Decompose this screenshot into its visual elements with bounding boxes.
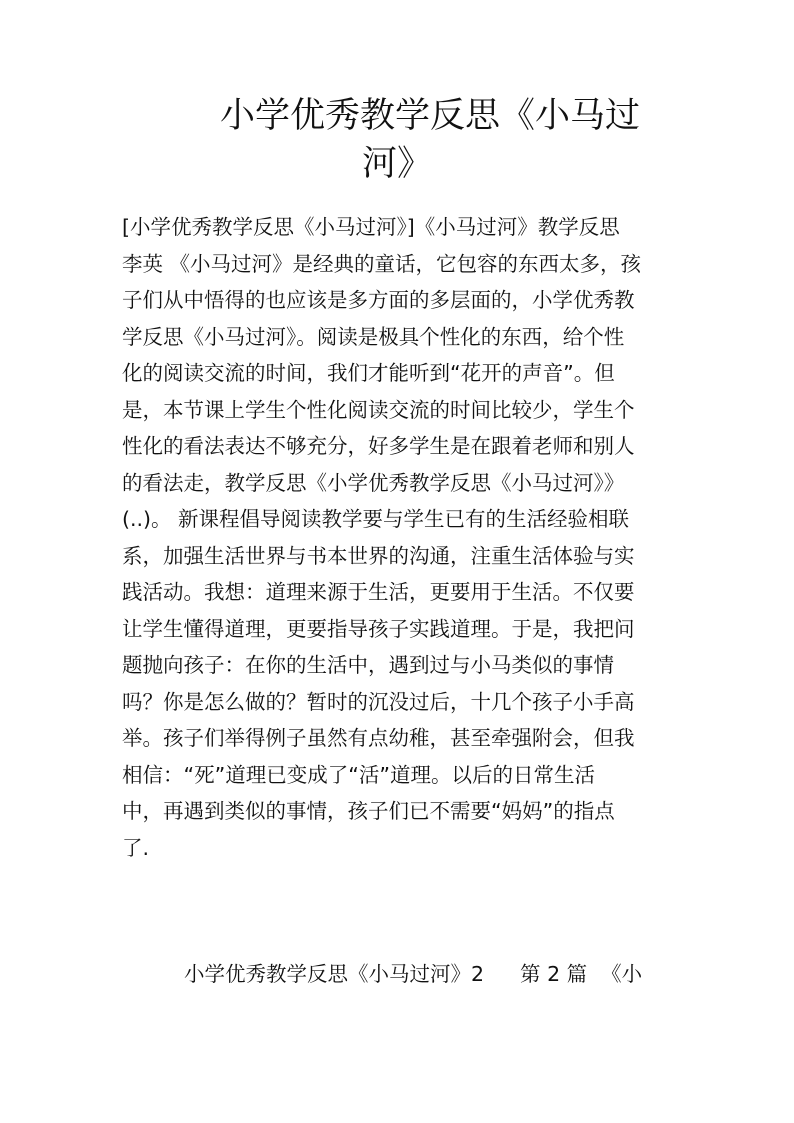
body-line: 性化的看法表达不够充分，好多学生是在跟着老师和别人 xyxy=(122,434,635,458)
body-line: 让学生懂得道理，更要指导孩子实践道理。于是，我把问 xyxy=(122,616,635,641)
title-line-2: 河》 xyxy=(362,144,433,184)
body-line: 吗？你是怎么做的？暂时的沉没过后，十几个孩子小手高 xyxy=(122,689,635,714)
body-line: 了. xyxy=(122,835,150,860)
body-paragraph xyxy=(122,209,682,866)
next-article-heading xyxy=(184,956,684,992)
body-line: (..)。 新课程倡导阅读教学要与学生已有的生活经验相联 xyxy=(122,507,630,531)
body-line: 中，再遇到类似的事情，孩子们已不需要“妈妈”的指点 xyxy=(122,799,615,823)
body-line: 题抛向孩子：在你的生活中，遇到过与小马类似的事情 xyxy=(122,653,614,677)
body-line: 化的阅读交流的时间，我们才能听到“花开的声音”。但 xyxy=(122,361,615,385)
body-line: [小学优秀教学反思《小马过河》]《小马过河》教学反思 xyxy=(122,215,620,239)
title-line-1: 小学优秀教学反思《小马过 xyxy=(220,96,641,136)
body-line: 系，加强生活世界与书本世界的沟通，注重生活体验与实 xyxy=(122,543,635,568)
body-line: 的看法走，教学反思《小学优秀教学反思《小马过河》》 xyxy=(122,470,625,495)
body-line: 相信：“死”道理已变成了“活”道理。以后的日常生活 xyxy=(122,762,595,787)
body-line: 子们从中悟得的也应该是多方面的多层面的，小学优秀教 xyxy=(122,288,635,312)
body-line: 学反思《小马过河》。阅读是极具个性化的东西，给个性 xyxy=(122,324,625,349)
next-article-title-start: 《小 xyxy=(601,962,643,986)
body-line: 践活动。我想：道理来源于生活，更要用于生活。不仅要 xyxy=(122,580,635,604)
body-line: 举。孩子们举得例子虽然有点幼稚，甚至牵强附会，但我 xyxy=(122,726,635,750)
next-article-number: 第 2 篇 xyxy=(520,962,588,986)
body-line: 是，本节课上学生个性化阅读交流的时间比较少，学生个 xyxy=(122,397,635,422)
body-line: 李英 《小马过河》是经典的童话，它包容的东西太多，孩 xyxy=(122,251,642,276)
next-article-title: 小学优秀教学反思《小马过河》2 xyxy=(184,962,485,986)
